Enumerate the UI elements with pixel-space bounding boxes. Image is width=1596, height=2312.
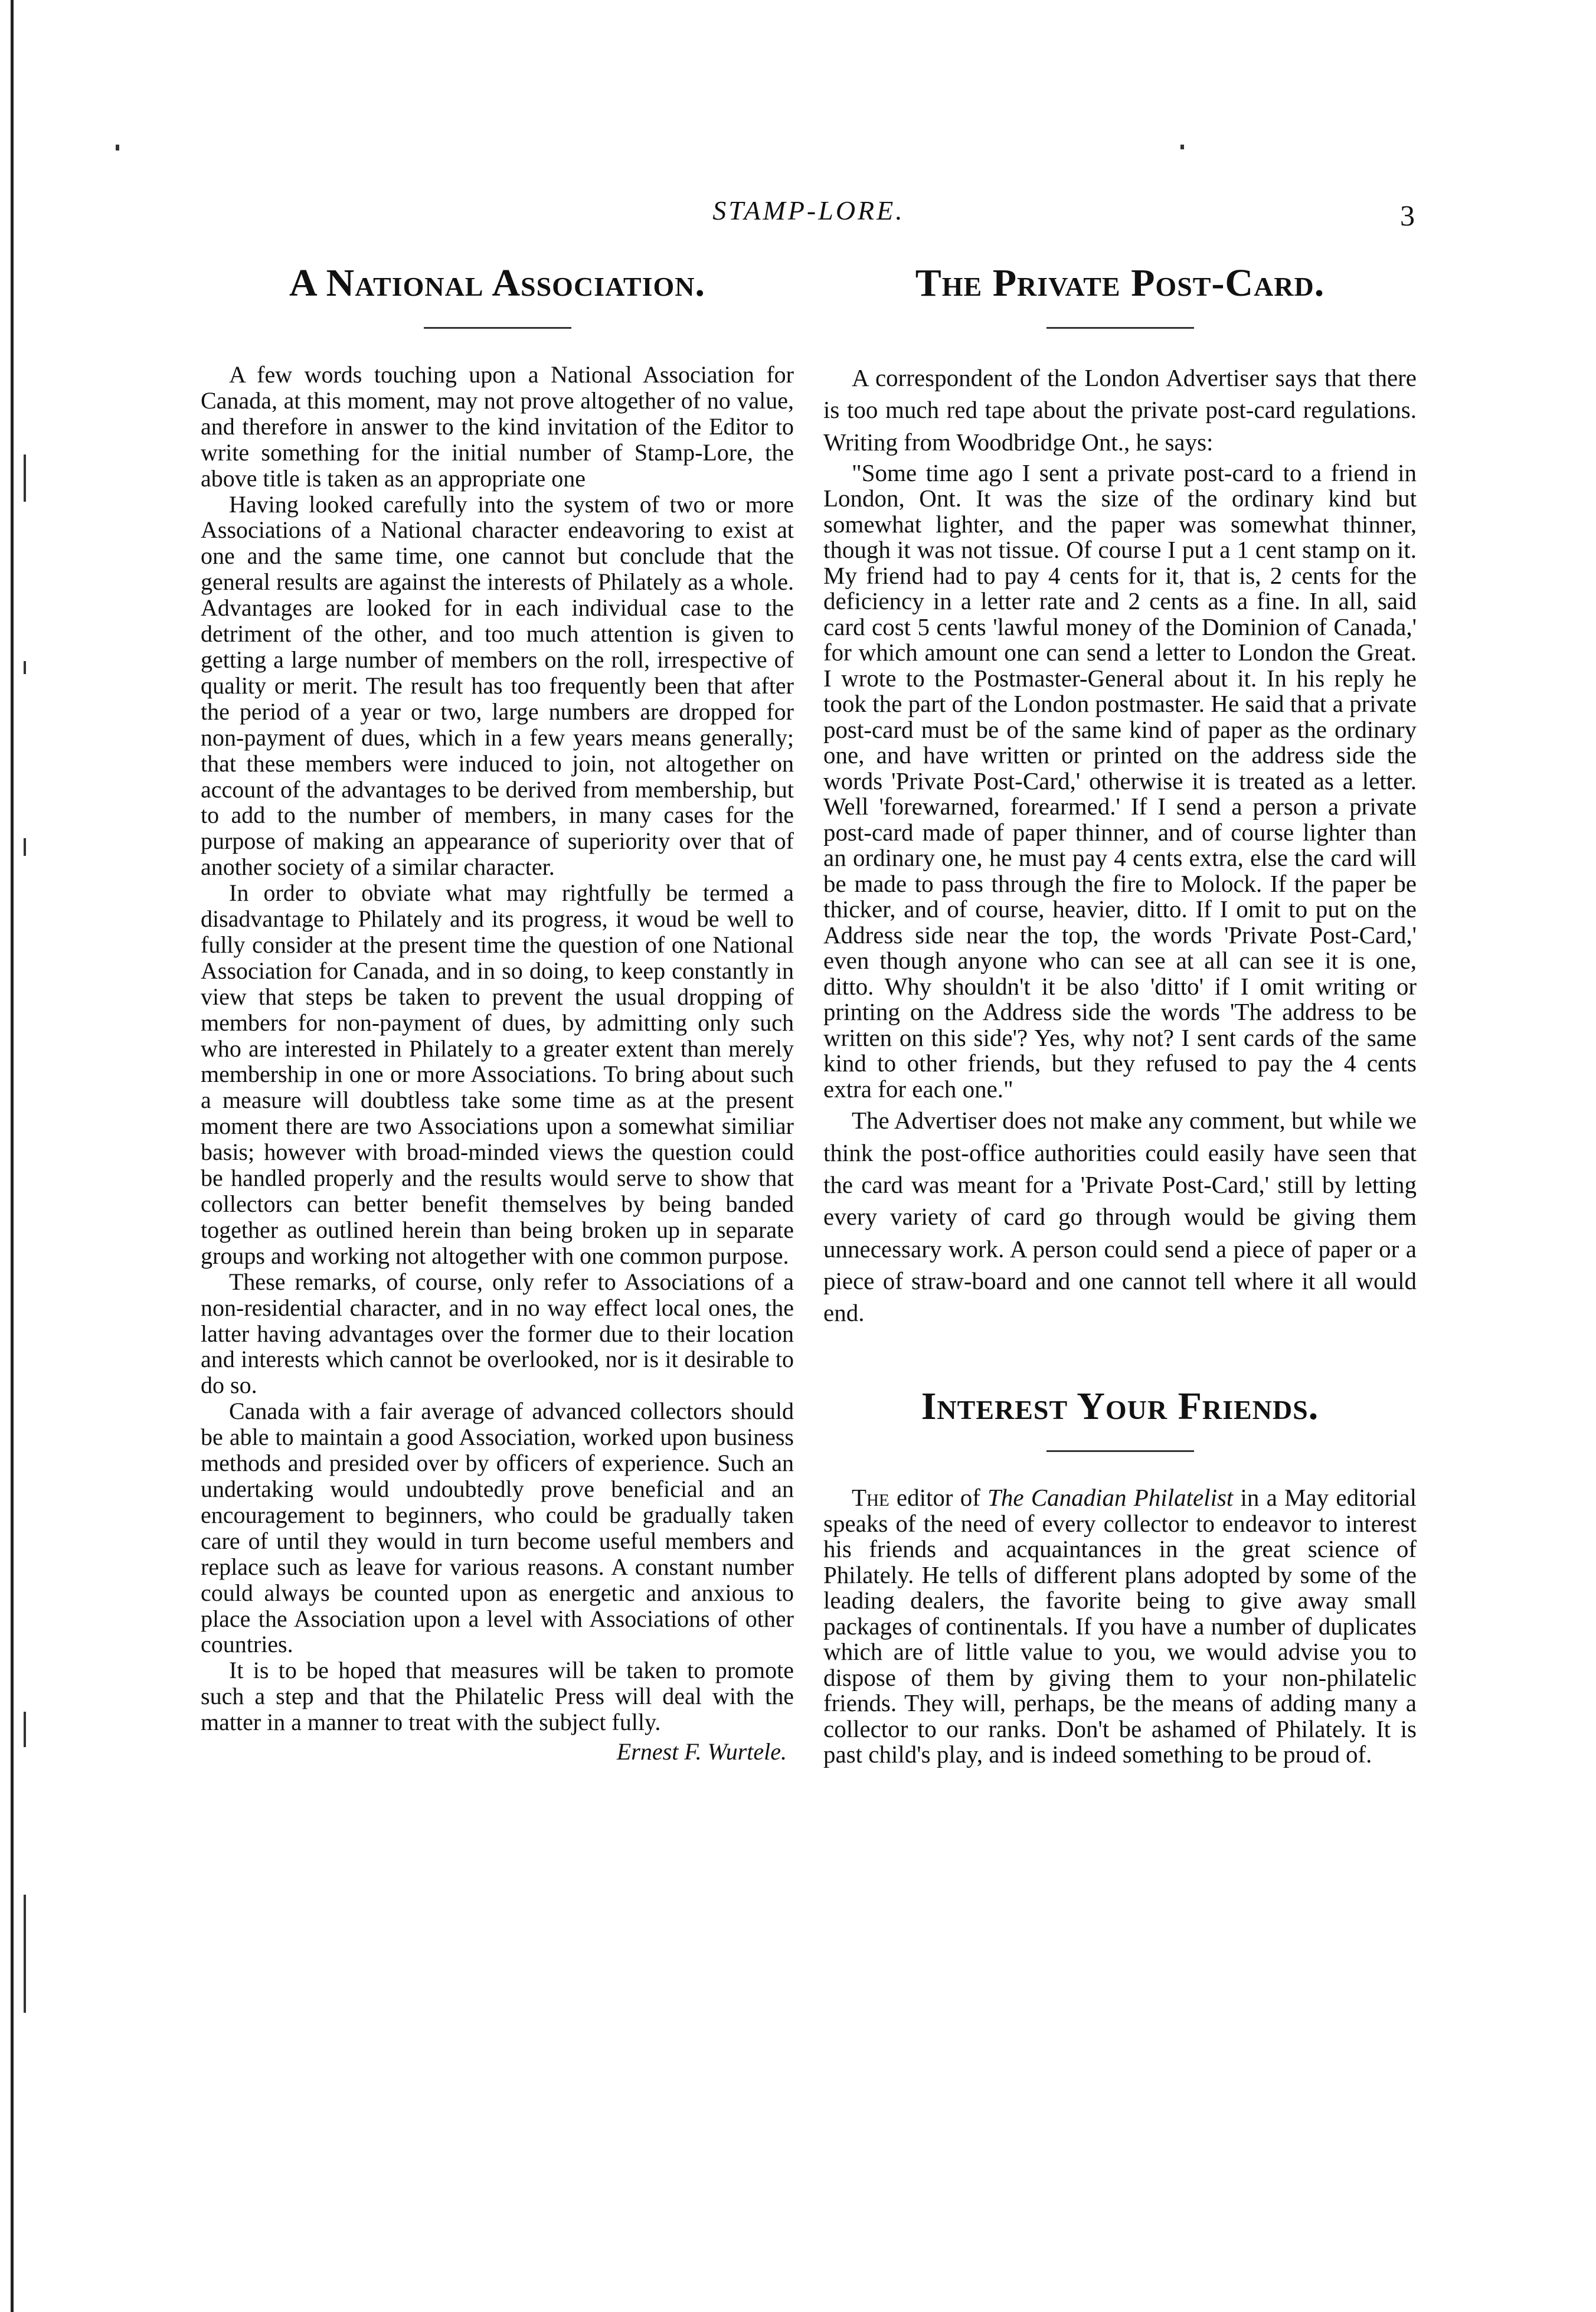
intro-paragraph: A correspondent of the London Advertiser says that there is too much red tape about the private post-card regulations. Writing from Woodbridge Ont., he says:: [823, 364, 1417, 456]
speck-mark: [24, 454, 26, 502]
article-heading: The Private Post-Card.: [915, 261, 1325, 305]
paragraph: A few words touching upon a National Association for Canada, at this moment, may not prove altogether of no value, and therefore in answer to the kind invitation of the Editor to write something for the initial number of Stamp-Lore, the above title is taken as an appropriate one: [201, 361, 794, 492]
lead-word: The: [852, 1484, 889, 1512]
page-number: 3: [1400, 199, 1415, 232]
heading-rule: [1046, 1450, 1194, 1452]
paragraph: Having looked carefully into the system of two or more Associations of a National character endeavoring to exist at one and the same time, one cannot but conclude that the general results are against the interests of Philately as a whole. Advantages are looked for in each individual case to the detriment of the other, and too much attention is given to getting a large number of members on the roll, irrespective of quality or merit. The result has too frequently been that after the period of a year or two, large numbers are dropped for non-payment of dues, which in a few years means generally; that these members were induced to join, not altogether on account of the advantages to be derived from membership, but to add to the number of members, in many cases for the purpose of making an appearance of superiority over that of another society of a similar character.: [201, 490, 794, 881]
page-edge-rule: [11, 0, 14, 2312]
publication-title: The Canadian Philatelist: [987, 1484, 1234, 1512]
quoted-letter: "Some time ago I sent a private post-card to a friend in London, Ont. It was the size of the ordinary kind but somewhat lighter, and the paper was somewhat thinner, though it was not tissue. Of course I put a 1 cent stamp on it. My friend had to pay 4 cents for it, that is, 2 cents for the deficiency in a letter rate and 2 cents as a fine. In all, said card cost 5 cents 'lawful money of the Dominion of Canada,' for which amount one can send a letter to London the Great. I wrote to the Postmaster-General about it. In his reply he took the part of the London postmaster. He said that a private post-card must be of the same kind of paper as the ordinary one, and have written or printed on the address side the words 'Private Post-Card,' otherwise it is treated as a letter. Well 'forewarned, forearmed.' If I send a person a private post-card made of paper thinner, and of course lighter than an ordinary one, he must pay 4 cents extra, else the card will be made to pass through the fire to Molock. If the paper be thicker, and of course, heavier, ditto. If I omit to put on the Address side near the top, the words 'Private Post-Card,' even though anyone who can see at all can see it is one, ditto. Why shouldn't it be also 'ditto' if I omit writing or printing on the Address side the words 'The address to be written on this side'? Yes, why not? I sent cards of the same kind to other friends, but they refused to pay the 4 cents extra for each one.": [823, 459, 1417, 1103]
speck-mark: [24, 661, 26, 674]
speck-mark: [1180, 145, 1184, 149]
paragraph: The editor of The Canadian Philatelist in a May editorial speaks of the need of every collector to endeavor to interest his friends and acquaintances in the great science of Philately. He tells of different plans adopted by some of the leading dealers, the favorite being to give away small packages of continentals. If you have a number of duplicates which are of little value to you, we would advise you to dispose of them by giving them to your non-philatelic friends. They will, perhaps, be the means of adding many a collector to our ranks. Don't be ashamed of Philately. It is past child's play, and is indeed something to be proud of.: [823, 1484, 1417, 1768]
article-heading: A National Association.: [289, 261, 705, 305]
heading-rule: [1046, 327, 1194, 329]
speck-mark: [24, 1712, 26, 1747]
right-column: [823, 260, 1417, 1768]
speck-mark: [24, 1895, 26, 2013]
paragraph: Canada with a fair average of advanced collectors should be able to maintain a good Association, worked upon business methods and presided over by officers of experience. Such an undertaking would undoubtedly prove beneficial and an encouragement to beginners, who could be gradually taken care of until they would in turn become useful members and replace such as leave for various reasons. A constant number could always be counted upon as energetic and anxious to place the Association upon a level with Associations of other countries.: [201, 1398, 794, 1658]
closing-paragraph: The Advertiser does not make any comment, but while we think the post-office authorities could easily have seen that the card was meant for a 'Private Post-Card,' still by letting every variety of card go through would be giving them unnecessary work. A person could send a piece of paper or a piece of straw-board and one cannot tell where it all would end.: [823, 1107, 1417, 1327]
speck-mark: [24, 838, 26, 856]
article-heading: Interest Your Friends.: [921, 1385, 1319, 1428]
paragraph-text: in a May editorial speaks of the need of every collector to endeavor to interest his friends and acquaintances in the great science of Philately. He tells of different plans adopted by some of the leading dealers, the favorite being to give away small packages of continentals. If you have a number of duplicates which are of little value to you, we would advise you to dispose of them by giving them to your non-philatelic friends. They will, perhaps, be the means of adding many a collector to our ranks. Don't be ashamed of Philately. It is past child's play, and is indeed something to be proud of.: [823, 1484, 1417, 1768]
section-interest: [823, 1383, 1417, 1768]
author-signature: Ernest F. Wurtele.: [616, 1738, 787, 1765]
paragraph: These remarks, of course, only refer to Associations of a non-residential character, and in no way effect local ones, the latter having advantages over the former due to their location and interests which cannot be overlooked, nor is it desirable to do so.: [201, 1268, 794, 1399]
paragraph: It is to be hoped that measures will be taken to promote such a step and that the Philatelic Press will deal with the matter in a manner to treat with the subject fully.: [201, 1657, 794, 1736]
paragraph: In order to obviate what may rightfully be termed a disadvantage to Philately and its progress, it woud be well to fully consider at the present time the question of one National Association for Canada, and in so doing, to keep constantly in view that steps be taken to prevent the usual dropping of members for non-payment of dues, by admitting only such who are interested in Philately to a greater extent than merely membership in one or more Associations. To bring about such a measure will doubtless take some time as at the present moment there are two Associations upon a somewhat similiar basis; however with broad-minded views the question could be handled properly and the results would serve to show that collectors can better benefit themselves by being banded together as outlined herein than being broken up in separate groups and working not altogether with one common purpose.: [201, 879, 794, 1269]
heading-rule: [424, 327, 571, 329]
left-column: [201, 260, 794, 1765]
running-head: STAMP-LORE.: [712, 195, 905, 225]
speck-mark: [116, 145, 119, 151]
